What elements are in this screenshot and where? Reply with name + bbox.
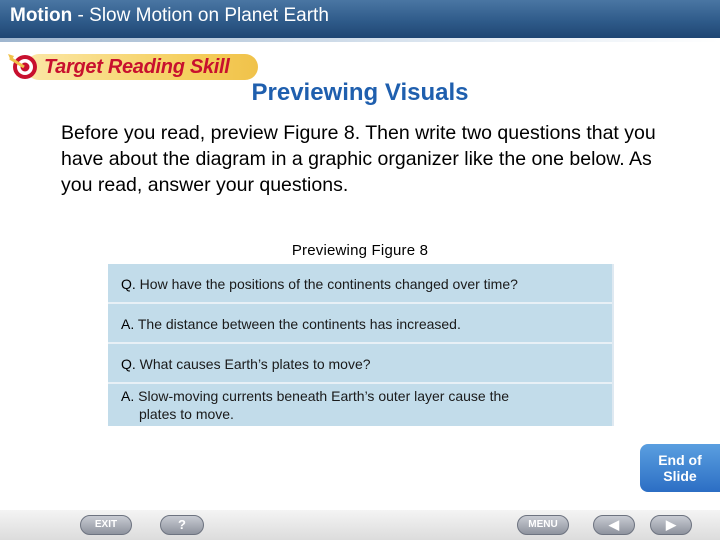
left-arrow-icon: ◀ — [609, 517, 619, 532]
row-label: Q. — [121, 356, 136, 372]
organizer-title: Previewing Figure 8 — [291, 242, 429, 259]
banner-label: Target Reading Skill — [44, 56, 230, 78]
end-button-line-1: End of — [658, 452, 702, 468]
exit-button[interactable] — [80, 515, 132, 535]
forward-button[interactable] — [650, 515, 692, 535]
section-title: Previewing Visuals — [251, 79, 469, 106]
row-label: Q. — [121, 276, 136, 292]
organizer-row-answer-1 — [108, 304, 612, 344]
graphic-organizer — [108, 264, 614, 426]
right-arrow-icon: ▶ — [666, 517, 676, 532]
row-label: A. — [121, 388, 135, 404]
bottom-navigation-bar — [0, 510, 720, 540]
back-button[interactable] — [593, 515, 635, 535]
menu-button[interactable] — [517, 515, 569, 535]
organizer-row-answer-2 — [108, 384, 612, 426]
row-text-continuation: plates to move. — [139, 406, 234, 422]
help-icon: ? — [178, 517, 186, 532]
slide-title — [10, 5, 329, 27]
row-label: A. — [121, 316, 135, 332]
exit-label: EXIT — [94, 519, 118, 530]
menu-label: MENU — [528, 519, 558, 530]
target-arrow-icon — [8, 52, 38, 82]
row-text: The distance between the continents has increased. — [134, 316, 461, 332]
lesson-name: - Slow Motion on Planet Earth — [72, 5, 329, 26]
row-text: Slow-moving currents beneath Earth’s outer layer cause the — [134, 388, 510, 404]
header-divider — [0, 38, 720, 42]
intro-paragraph: Before you read, preview Figure 8. Then write two questions that you have about the diagram in a graphic organizer like the one below. As you read, answer your questions. — [61, 122, 656, 196]
organizer-row-question-1 — [108, 264, 612, 304]
help-button[interactable] — [160, 515, 204, 535]
end-of-slide-button[interactable] — [640, 444, 720, 492]
chapter-name: Motion — [10, 5, 73, 26]
row-text: How have the positions of the continents changed over time? — [135, 276, 518, 292]
header-bar — [0, 0, 720, 38]
row-text: What causes Earth’s plates to move? — [135, 356, 371, 372]
end-button-line-2: Slide — [663, 468, 697, 484]
organizer-row-question-2 — [108, 344, 612, 384]
